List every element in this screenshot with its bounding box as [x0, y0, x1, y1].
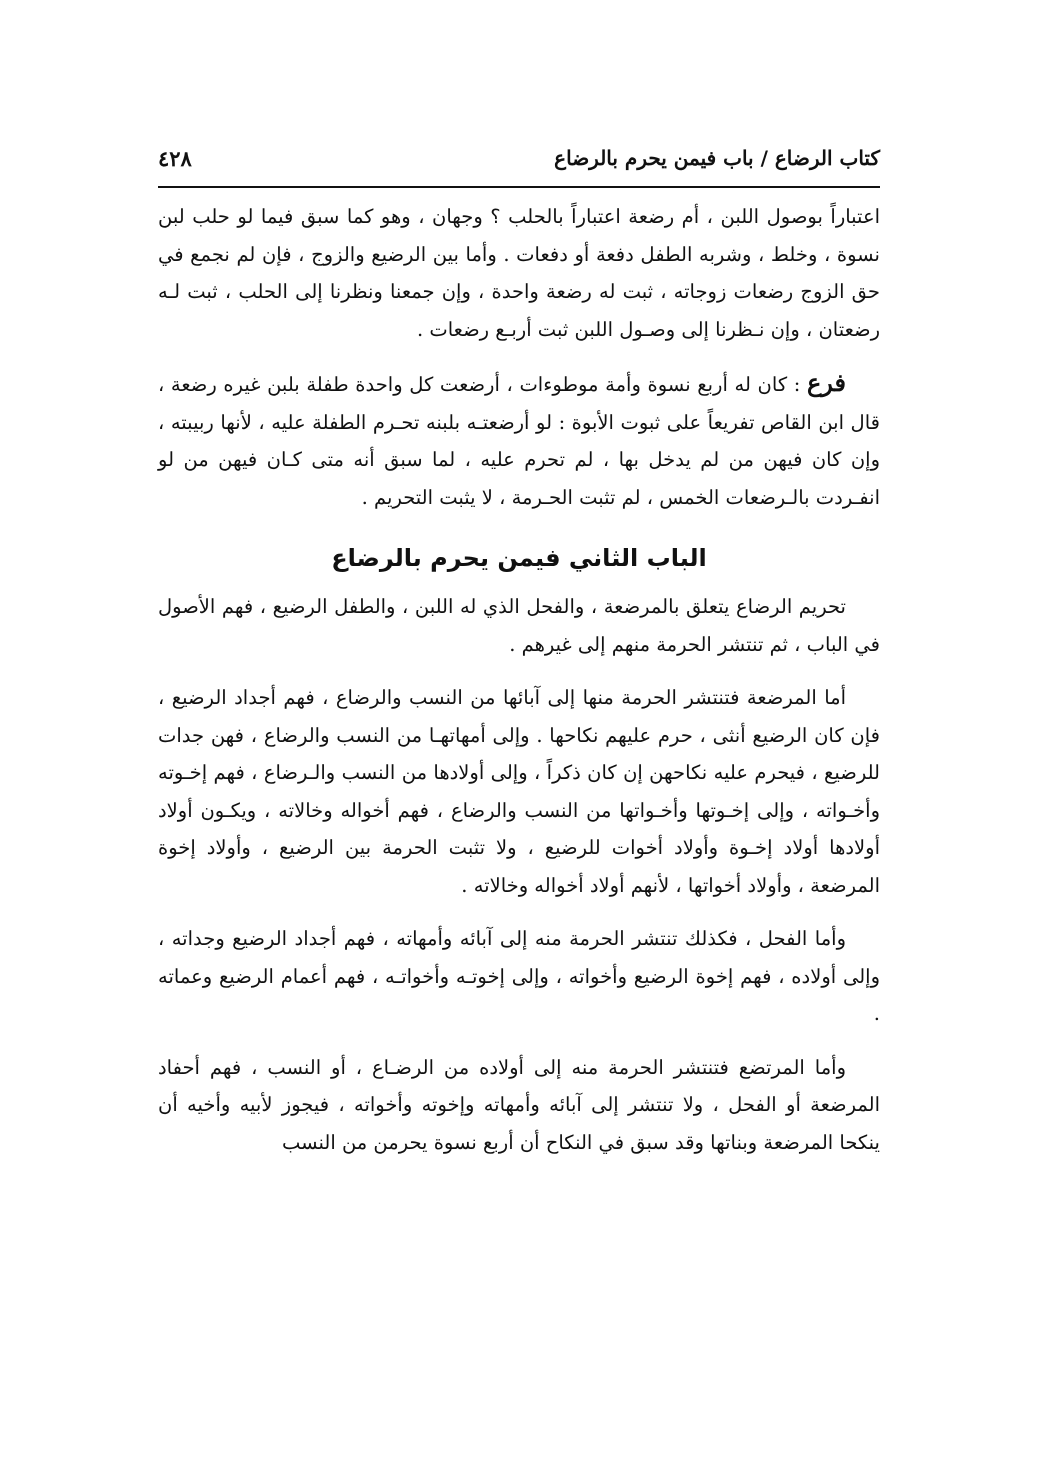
- far-text: : كان له أربع نسوة وأمة موطوءات ، أرضعت كل واحدة طفلة بلبن غيره رضعة ، قال ابن القاص تفريعاً على ثبوت الأبوة : لو أرضعتـه بلبنه تحـرم الطفلة عليه ، لأنها ربيبته ، وإن كان فيهن من لم يدخل بها ، لم تحرم عليه ، لما سبق أنه متى كـان فيهن من لو انفـردت بالـرضعات الخمس ، لم تثبت الحـرمة ، لا يثبت التحريم .: [158, 373, 880, 509]
- section-heading: الباب الثاني فيمن يحرم بالرضاع: [331, 544, 707, 572]
- paragraph-far: [158, 364, 880, 516]
- page-body: [158, 198, 880, 1177]
- header-title: كتاب الرضاع / باب فيمن يحرم بالرضاع: [554, 146, 880, 170]
- running-header: [158, 146, 880, 186]
- paragraph-4: أما المرضعة فتنتشر الحرمة منها إلى آبائها من النسب والرضاع ، فهم أجداد الرضيع ، فإن كان الرضيع أنثى ، حرم عليهم نكاحها . وإلى أمهاتهـا من النسب والرضاع ، فهن جدات للرضيع ، فيحرم عليه نكاحهن إن كان ذكراً ، وإلى أولادها من النسب والـرضاع ، فهم إخـوته وأخـواته ، وإلى إخـوتها وأخـواتها من النسب والرضاع ، فهم أخواله وخالاته ، ويكـون أولاد أولادها أولاد إخـوة وأولاد أخوات للرضيع ، ولا تثبت الحرمة بين الرضيع ، وأولاد إخوة المرضعة ، وأولاد أخواتها ، لأنهم أولاد أخواله وخالاته .: [158, 686, 880, 897]
- paragraph-6: وأما المرتضع فتنتشر الحرمة منه إلى أولاده من الرضـاع ، أو النسب ، فهم أحفاد المرضعة أو الفحل ، ولا تنتشر إلى آبائه وأمهاته وإخوته وأخواته ، فيجوز لأبيه وأخيه أن ينكحا المرضعة وبناتها وقد سبق في النكاح أن أربع نسوة يحرمن من النسب: [158, 1055, 880, 1154]
- paragraph-3: تحريم الرضاع يتعلق بالمرضعة ، والفحل الذي له اللبن ، والطفل الرضيع ، فهم الأصول في الباب ، ثم تنتشر الحرمة منهم إلى غيرهم .: [158, 595, 880, 656]
- paragraph-1: اعتباراً بوصول اللبن ، أم رضعة اعتباراً بالحلب ؟ وجهان ، وهو كما سبق فيما لو حلب لبن نسوة ، وخلط ، وشربه الطفل دفعة أو دفعات . وأما بين الرضيع والزوج ، فإن لم نجمع في حق الزوج رضعات زوجاته ، ثبت له رضعة واحدة ، وإن جمعنا ونظرنا إلى الحلب ، ثبت لـه رضعتان ، وإن نـظرنا إلى وصـول اللبن ثبت أربـع رضعات .: [158, 205, 880, 341]
- header-divider: [158, 186, 880, 188]
- paragraph-5: وأما الفحل ، فكذلك تنتشر الحرمة منه إلى آبائه وأمهاته ، فهم أجداد الرضيع وجداته ، وإلى أولاده ، فهم إخوة الرضيع وأخواته ، وإلى إخوتـه وأخواتـه ، فهم أعمام الرضيع وعماته .: [158, 927, 880, 1025]
- far-label: فرع: [806, 368, 846, 397]
- page-number: ٤٢٨: [158, 146, 192, 171]
